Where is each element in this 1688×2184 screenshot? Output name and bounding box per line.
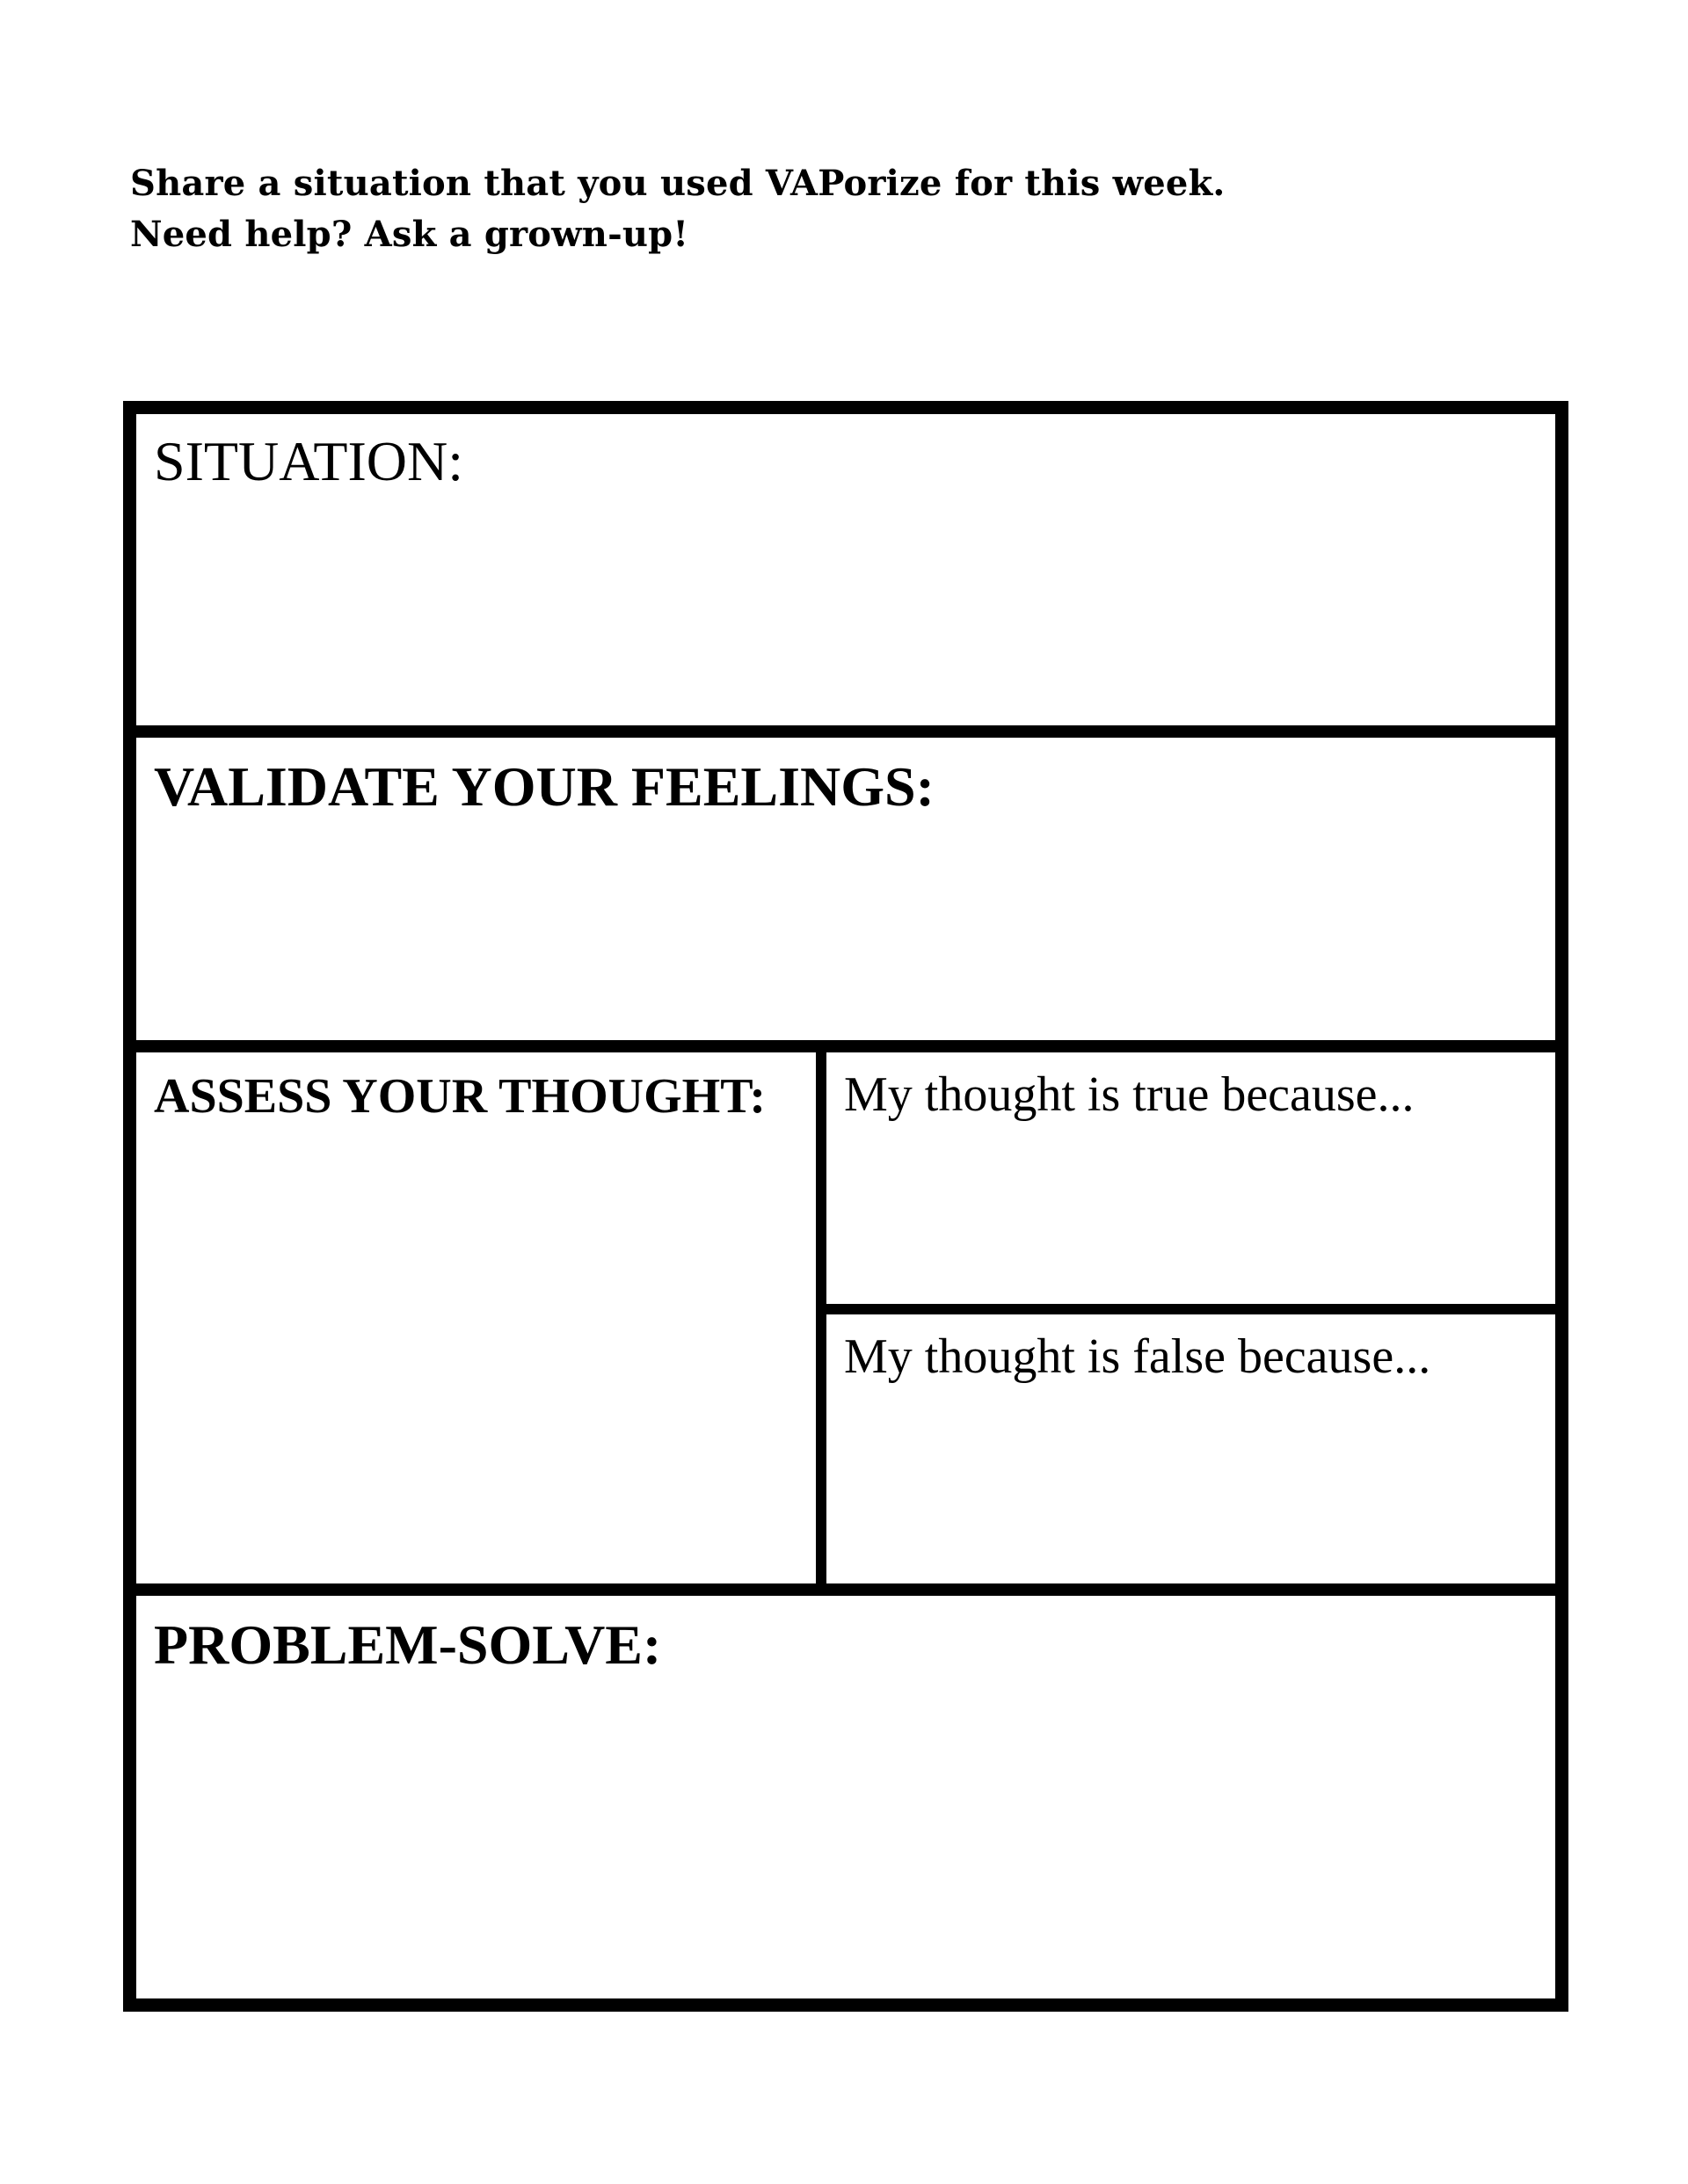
situation-write-area[interactable] xyxy=(136,502,1555,722)
worksheet-frame xyxy=(123,401,1568,2012)
problem-solve-write-area[interactable] xyxy=(136,1684,1555,1991)
thought-divider xyxy=(826,1304,1555,1314)
thought-false-write-area[interactable] xyxy=(826,1394,1555,1578)
thought-true-section xyxy=(826,1052,1555,1304)
validate-write-area[interactable] xyxy=(136,826,1555,1037)
instruction-line-1: Share a situation that you used VAPorize for this week. xyxy=(130,163,1226,204)
validate-section xyxy=(136,738,1555,1040)
validate-label: VALIDATE YOUR FEELINGS: xyxy=(154,755,935,818)
situation-section xyxy=(136,414,1555,725)
problem-solve-section xyxy=(136,1596,1555,1998)
instruction-line-2: Need help? Ask a grown-up! xyxy=(130,214,689,255)
thought-false-section xyxy=(826,1314,1555,1583)
problem-solve-label: PROBLEM-SOLVE: xyxy=(154,1613,662,1676)
divider-3 xyxy=(136,1583,1555,1596)
situation-label: SITUATION: xyxy=(154,430,463,492)
assess-section xyxy=(136,1052,816,1583)
instructions xyxy=(130,158,1226,260)
divider-1 xyxy=(136,725,1555,738)
assess-divider xyxy=(816,1052,826,1583)
divider-2 xyxy=(136,1040,1555,1052)
thought-false-label: My thought is false because... xyxy=(844,1329,1431,1384)
assess-write-area[interactable] xyxy=(136,1132,816,1580)
assess-label: ASSESS YOUR THOUGHT: xyxy=(154,1069,767,1124)
thought-true-label: My thought is true because... xyxy=(844,1067,1415,1122)
thought-true-write-area[interactable] xyxy=(826,1132,1555,1299)
